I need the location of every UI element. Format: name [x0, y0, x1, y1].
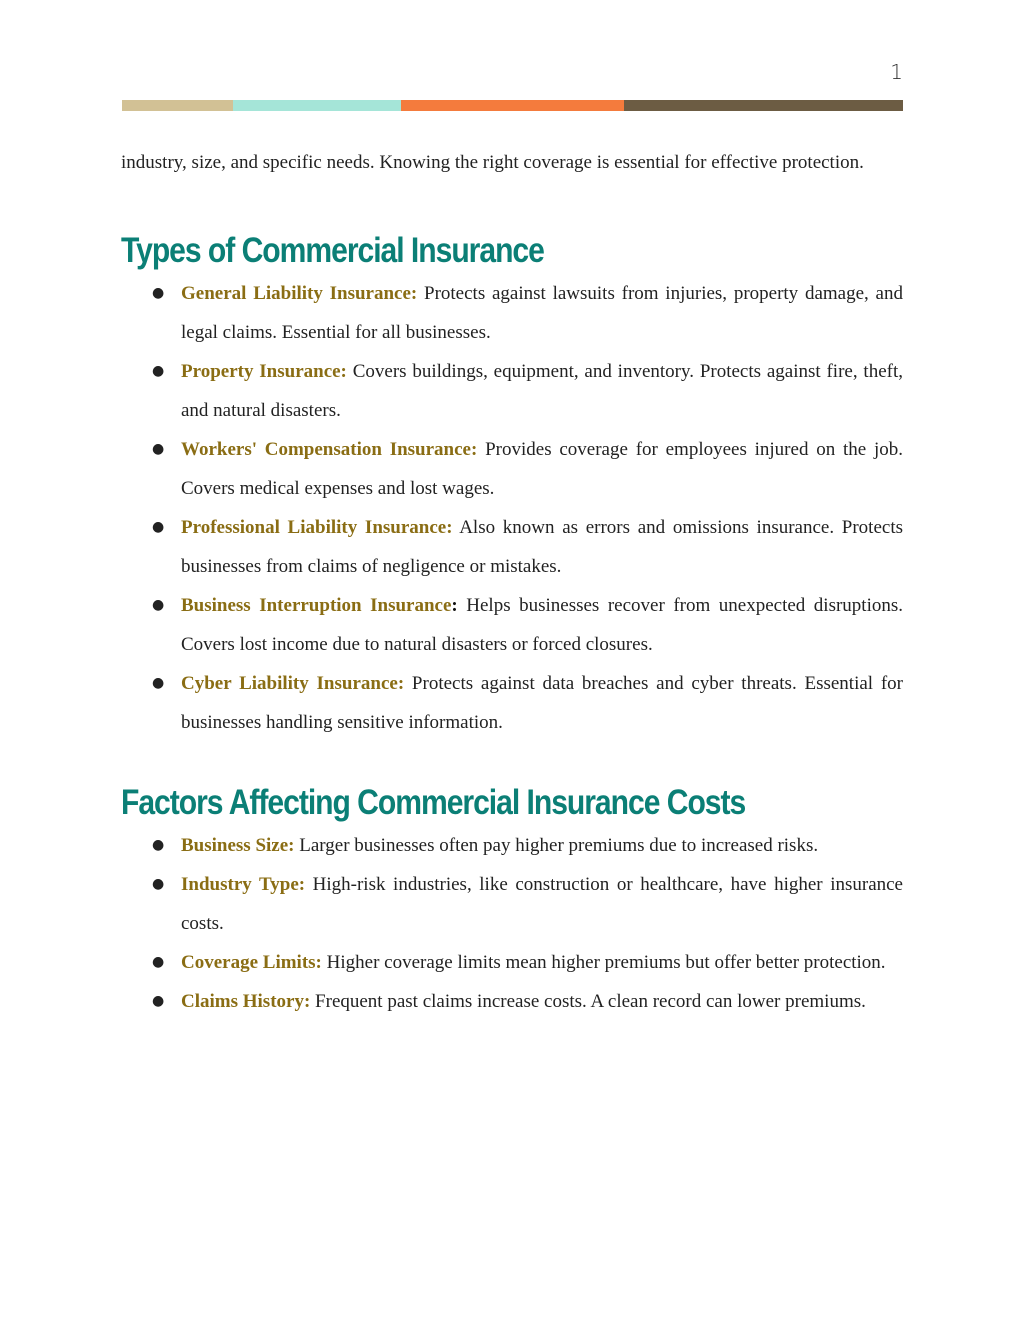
list-item-term: Industry Type:	[181, 874, 306, 895]
color-bar-segment-4	[624, 100, 903, 111]
list-item-description: Higher coverage limits mean higher premiums but offer better protection.	[321, 952, 886, 973]
bullet-icon: ●	[152, 675, 165, 691]
list-item-description: High-risk industries, like construction or healthcare, have higher insurance costs.	[181, 874, 903, 934]
list-item-colon: :	[451, 595, 458, 616]
list-item-term: Property Insurance:	[181, 361, 347, 382]
list-item	[121, 982, 903, 1021]
bullet-icon: ●	[152, 519, 165, 535]
list-item-term: Business Interruption Insurance	[181, 595, 452, 616]
bullet-icon: ●	[152, 876, 165, 892]
types-list	[121, 274, 903, 742]
types-heading: Types of Commercial Insurance	[121, 231, 544, 270]
intro-paragraph: industry, size, and specific needs. Knowing the right coverage is essential for effective protection.	[121, 152, 864, 173]
list-item-description: Protects against data breaches and cyber threats. Essential for businesses handling sensitive information.	[181, 673, 903, 733]
list-item-term: Coverage Limits:	[181, 952, 322, 973]
color-bar-segment-1	[122, 100, 233, 111]
list-item-term: Business Size:	[181, 835, 295, 856]
list-item	[121, 508, 903, 586]
list-item	[121, 943, 903, 982]
list-item-term: Professional Liability Insurance:	[181, 517, 453, 538]
factors-list	[121, 826, 903, 1021]
color-bar-segment-3	[401, 100, 624, 111]
list-item-term: General Liability Insurance:	[181, 283, 418, 304]
bullet-icon: ●	[152, 954, 165, 970]
list-item-description: Protects against lawsuits from injuries, property damage, and legal claims. Essential for all businesses.	[181, 283, 903, 343]
color-bar-segment-2	[233, 100, 401, 111]
list-item-description: Covers buildings, equipment, and inventory. Protects against fire, theft, and natural disasters.	[181, 361, 903, 421]
list-item-description: Frequent past claims increase costs. A clean record can lower premiums.	[310, 991, 866, 1012]
list-item	[121, 826, 903, 865]
list-item	[121, 274, 903, 352]
list-item-term: Claims History:	[181, 991, 311, 1012]
list-item	[121, 430, 903, 508]
list-item	[121, 865, 903, 943]
document-body	[121, 143, 903, 1021]
list-item-term: Workers' Compensation Insurance:	[181, 439, 478, 460]
bullet-icon: ●	[152, 597, 165, 613]
list-item	[121, 586, 903, 664]
list-item-description: Helps businesses recover from unexpected disruptions. Covers lost income due to natural disasters or forced closures.	[181, 595, 903, 655]
bullet-icon: ●	[152, 363, 165, 379]
bullet-icon: ●	[152, 441, 165, 457]
list-item	[121, 352, 903, 430]
list-item-description: Also known as errors and omissions insurance. Protects businesses from claims of negligence or mistakes.	[181, 517, 904, 577]
page-number: 1	[890, 60, 903, 84]
bullet-icon: ●	[152, 993, 165, 1009]
list-item-description: Provides coverage for employees injured on the job. Covers medical expenses and lost wages.	[181, 439, 903, 499]
list-item-term: Cyber Liability Insurance:	[181, 673, 405, 694]
list-item-description: Larger businesses often pay higher premiums due to increased risks.	[294, 835, 819, 856]
bullet-icon: ●	[152, 837, 165, 853]
header-color-bar	[122, 100, 903, 111]
factors-heading: Factors Affecting Commercial Insurance Costs	[121, 783, 746, 822]
list-item	[121, 664, 903, 742]
bullet-icon: ●	[152, 285, 165, 301]
